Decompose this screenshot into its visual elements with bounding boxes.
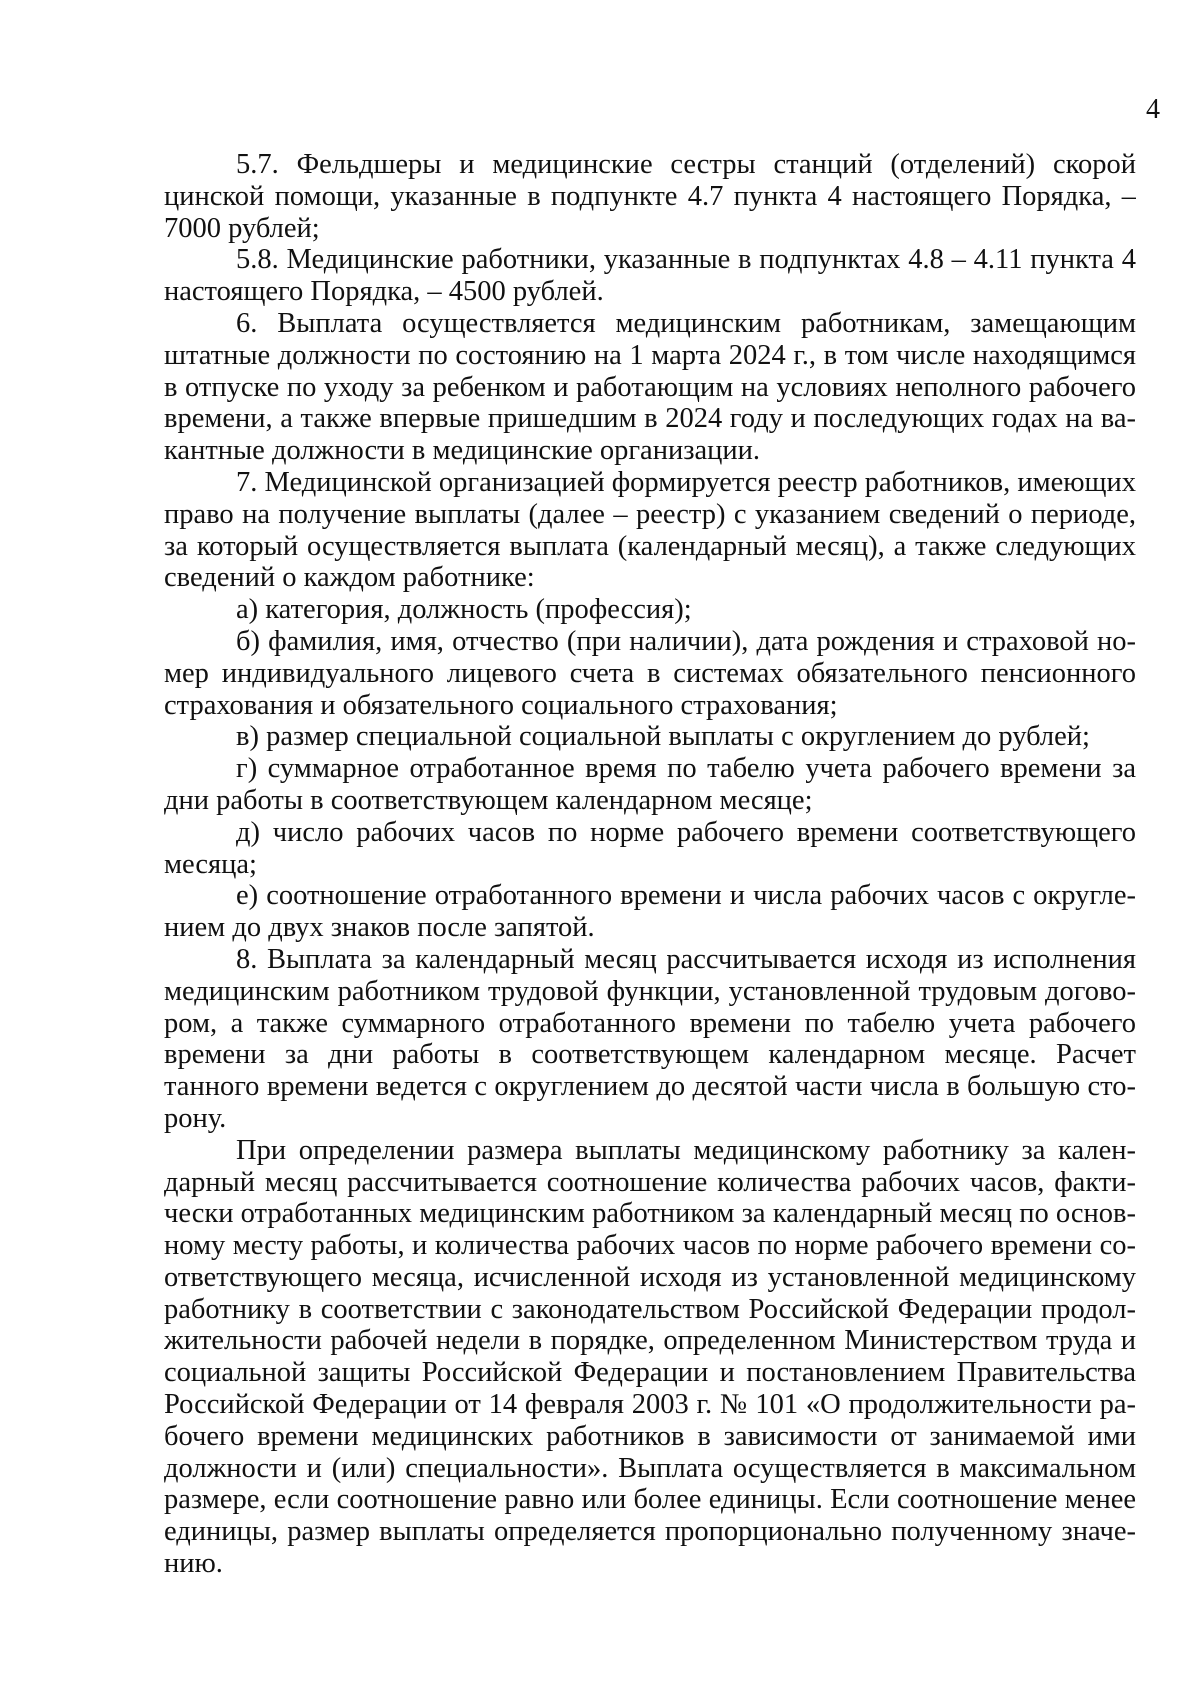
text-line: в отпуске по уходу за ребенком и работающим на условиях неполного рабочего (164, 371, 1136, 403)
text-line: При определении размера выплаты медицинскому работнику за кален- (236, 1134, 1136, 1166)
text-line: рону. (164, 1102, 227, 1134)
paragraph (164, 149, 1136, 244)
text-line: ному месту работы, и количества рабочих часов по норме рабочего времени со- (164, 1230, 1136, 1262)
text-line: штатные должности по состоянию на 1 марта 2024 г., в том числе находящимся (164, 339, 1136, 371)
text-line: размере, если соотношение равно или более единицы. Если соотношение менее (164, 1484, 1136, 1516)
text-line: должности и (или) специальности». Выплата осуществляется в максимальном (164, 1452, 1136, 1484)
text-line: единицы, размер выплаты определяется пропорционально полученному значе- (164, 1516, 1136, 1548)
text-line: право на получение выплаты (далее – реестр) с указанием сведений о периоде, (164, 498, 1136, 530)
text-line: 5.8. Медицинские работники, указанные в подпунктах 4.8 – 4.11 пункта 4 (236, 244, 1136, 276)
text-line: а) категория, должность (профессия); (236, 594, 692, 626)
text-line: цинской помощи, указанные в подпункте 4.7 пункта 4 настоящего Порядка, – (164, 180, 1136, 212)
text-line: социальной защиты Российской Федерации и постановлением Правительства (164, 1357, 1136, 1389)
text-line: нию. (164, 1548, 223, 1580)
paragraph (164, 880, 1136, 944)
text-line: г) суммарное отработанное время по табелю учета рабочего времени за (236, 753, 1136, 785)
text-line: времени, а также впервые пришедшим в 2024 году и последующих годах на ва- (164, 403, 1136, 435)
text-line: времени за дни работы в соответствующем календарном месяце. Расчет (164, 1039, 1136, 1071)
text-line: жительности рабочей недели в порядке, определенном Министерством труда и (164, 1325, 1136, 1357)
text-line: ответствующего месяца, исчисленной исходя из установленной медицинскому (164, 1261, 1136, 1293)
text-line: сведений о каждом работнике: (164, 562, 535, 594)
paragraph (164, 308, 1136, 467)
text-line: 7000 рублей; (164, 212, 320, 244)
paragraph (164, 753, 1136, 817)
text-line: мер индивидуального лицевого счета в системах обязательного пенсионного (164, 657, 1136, 689)
text-line: 8. Выплата за календарный месяц рассчитывается исходя из исполнения (236, 943, 1136, 975)
text-line: 5.7. Фельдшеры и медицинские сестры станций (отделений) скорой (236, 149, 1136, 180)
text-line: Российской Федерации от 14 февраля 2003 г. № 101 «О продолжительности ра- (164, 1389, 1136, 1421)
text-line: б) фамилия, имя, отчество (при наличии), дата рождения и страховой но- (236, 625, 1136, 657)
text-line: месяца; (164, 848, 257, 880)
text-line: медицинским работником трудовой функции, установленной трудовым догово- (164, 975, 1136, 1007)
paragraph (164, 594, 1136, 626)
text-line: настоящего Порядка, – 4500 рублей. (164, 276, 604, 308)
text-line: ром, а также суммарного отработанного времени по табелю учета рабочего (164, 1007, 1136, 1039)
paragraph (164, 626, 1136, 721)
text-line: 6. Выплата осуществляется медицинским работникам, замещающим (236, 307, 1136, 339)
text-line: 7. Медицинской организацией формируется реестр работников, имеющих (236, 466, 1136, 498)
text-line: кантные должности в медицинские организации. (164, 435, 760, 467)
paragraph (164, 817, 1136, 881)
paragraph (164, 721, 1136, 753)
text-line: за который осуществляется выплата (календарный месяц), а также следующих (164, 530, 1136, 562)
document-body (164, 149, 1136, 1580)
page-number: 4 (1146, 94, 1160, 125)
text-line: дни работы в соответствующем календарном месяце; (164, 784, 813, 816)
paragraph (164, 1135, 1136, 1580)
text-line: бочего времени медицинских работников в зависимости от занимаемой ими (164, 1420, 1136, 1452)
paragraph (164, 944, 1136, 1135)
text-line: в) размер специальной социальной выплаты с округлением до рублей; (236, 721, 1090, 753)
text-line: танного времени ведется с округлением до десятой части числа в большую сто- (164, 1071, 1136, 1103)
text-line: страхования и обязательного социального страхования; (164, 689, 838, 721)
paragraph (164, 244, 1136, 308)
text-line: д) число рабочих часов по норме рабочего времени соответствующего (236, 816, 1136, 848)
text-line: работнику в соответствии с законодательством Российской Федерации продол- (164, 1293, 1136, 1325)
text-line: дарный месяц рассчитывается соотношение количества рабочих часов, факти- (164, 1166, 1136, 1198)
text-line: чески отработанных медицинским работником за календарный месяц по основ- (164, 1198, 1136, 1230)
text-line: нием до двух знаков после запятой. (164, 912, 595, 944)
paragraph (164, 467, 1136, 594)
text-line: е) соотношение отработанного времени и числа рабочих часов с округле- (236, 880, 1136, 912)
